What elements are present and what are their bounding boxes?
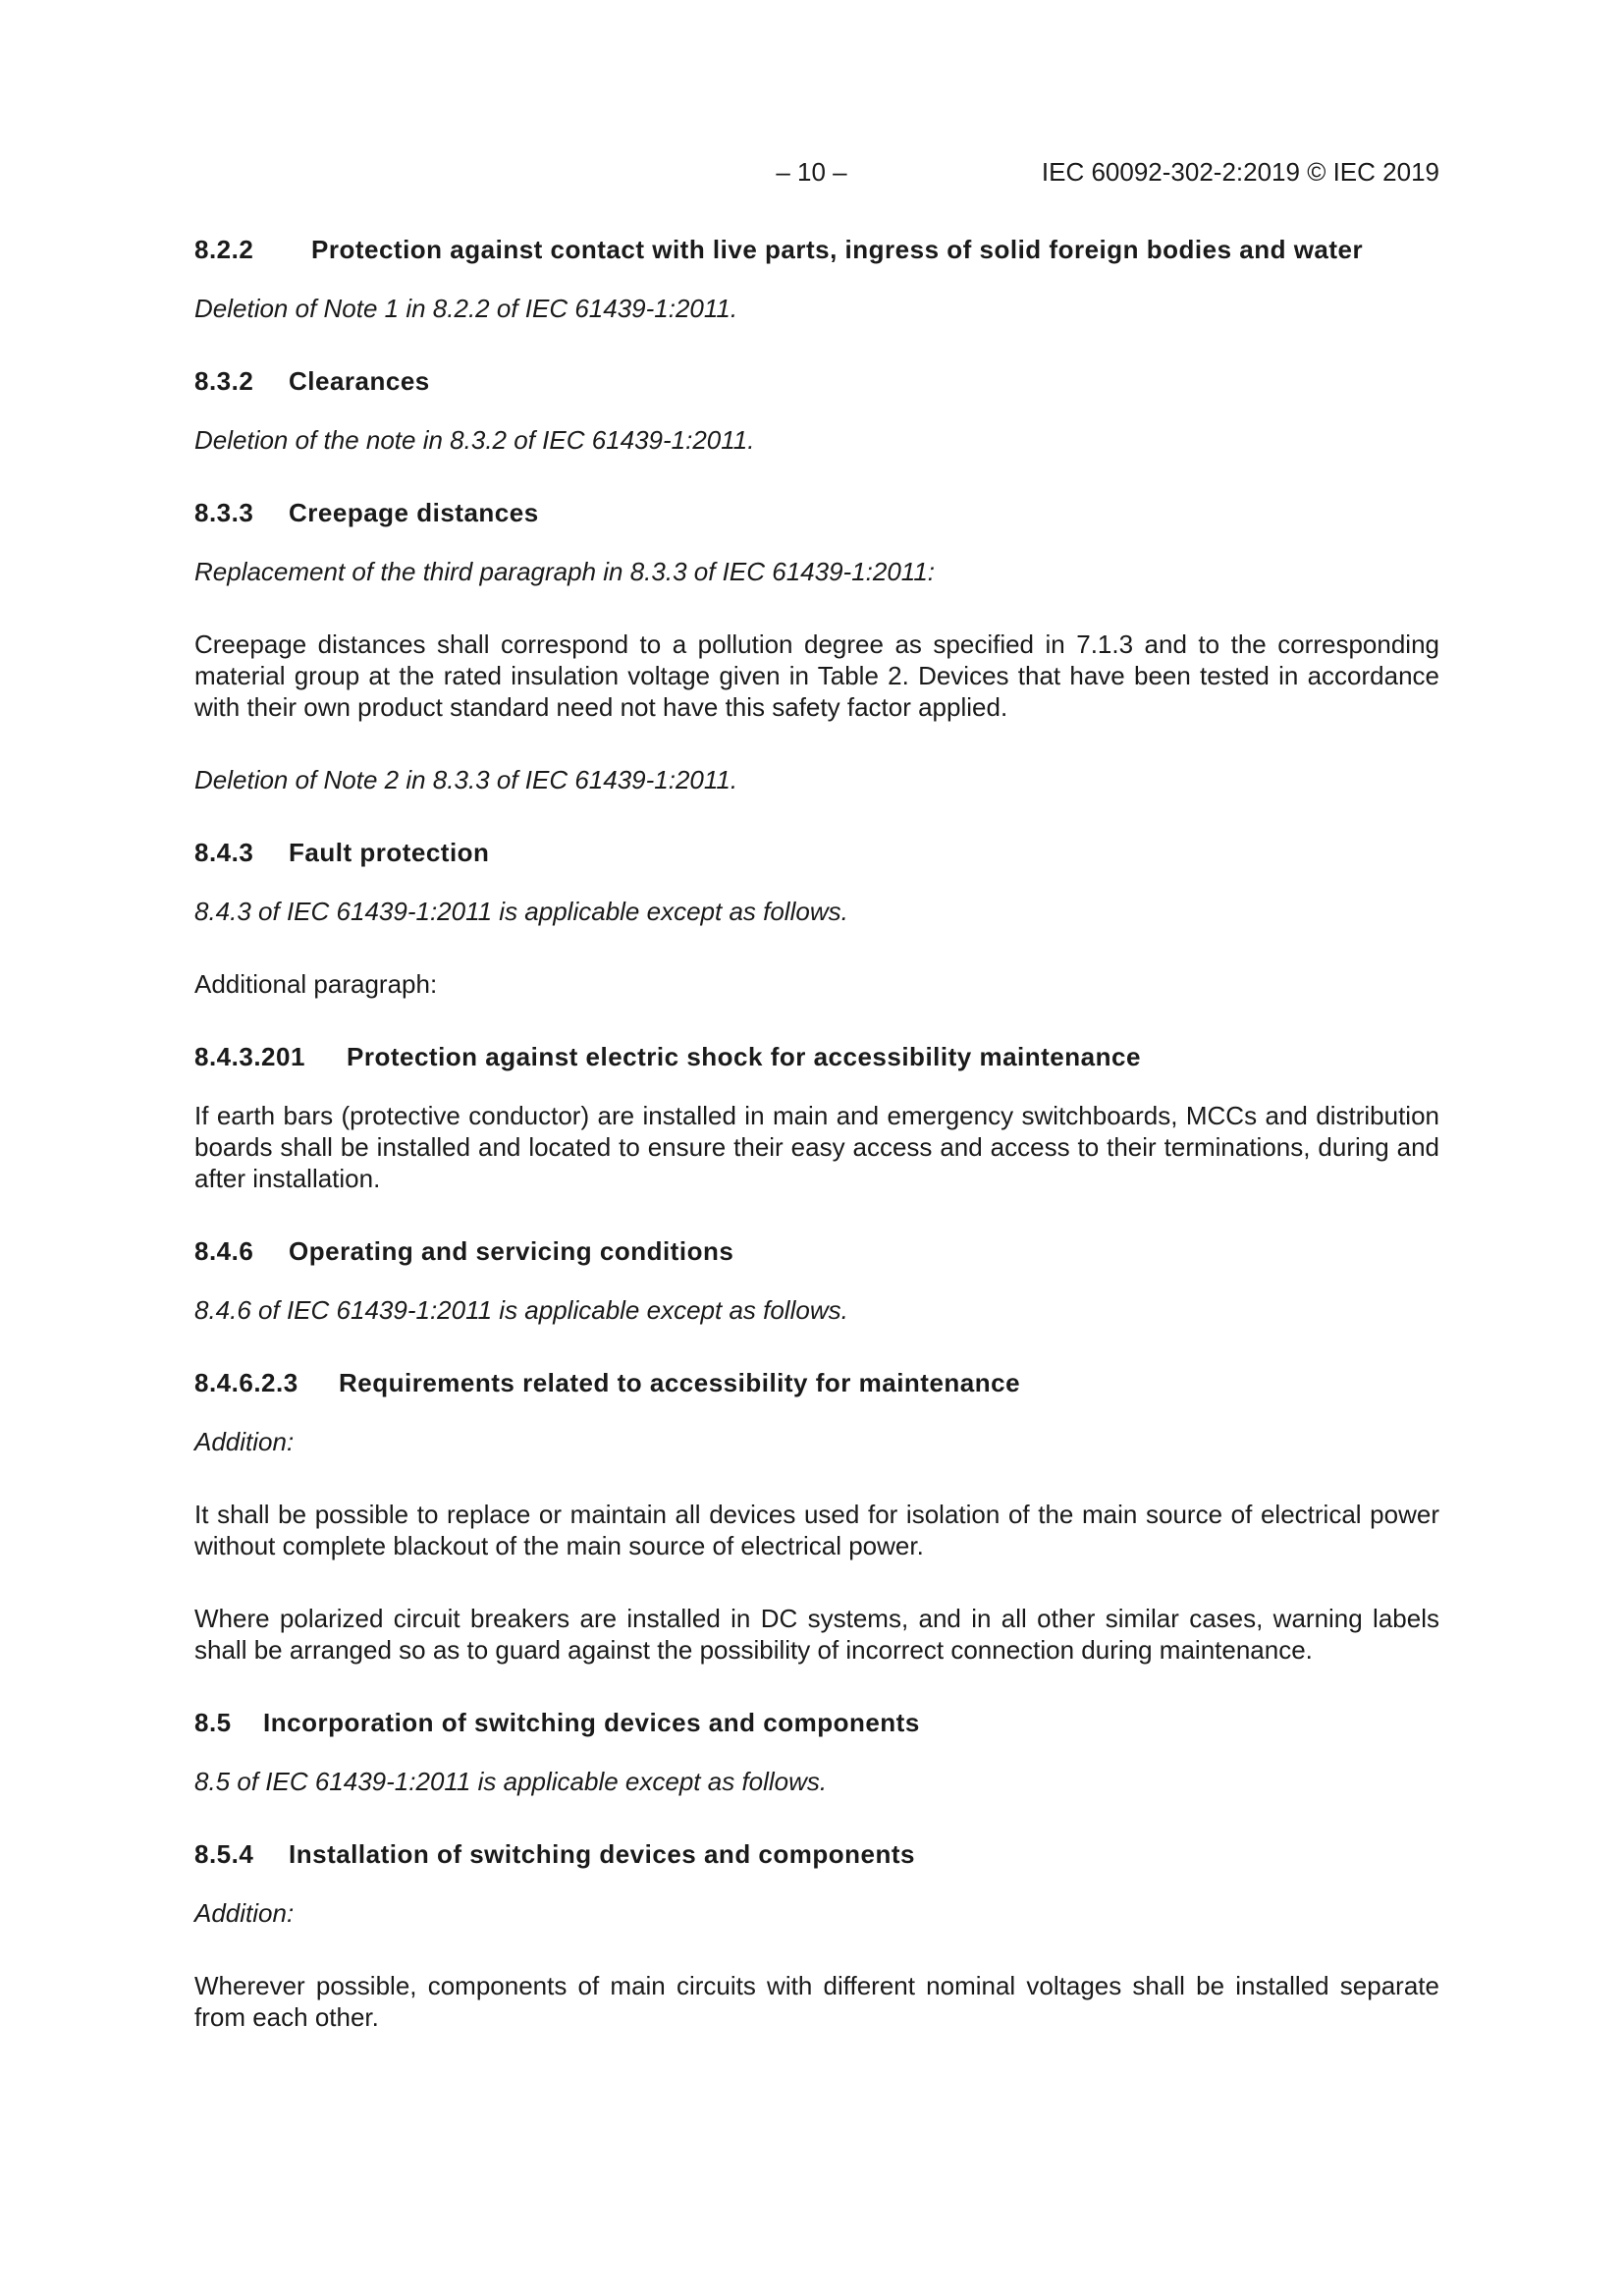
paragraph: Wherever possible, components of main circuits with different nominal voltages shall be installed separate from each other. xyxy=(194,1971,1439,2032)
section-addition: Addition: xyxy=(194,1898,295,1928)
heading-title: Protection against electric shock for accessibility maintenance xyxy=(347,1042,1141,1071)
heading-number: 8.4.6 xyxy=(194,1236,254,1266)
document-id: IEC 60092-302-2:2019 © IEC 2019 xyxy=(1041,157,1439,187)
heading-8-4-6-2-3 xyxy=(194,1367,1439,1398)
paragraph: It shall be possible to replace or maintain all devices used for isolation of the main source of electrical power without complete blackout of the main source of electrical power. xyxy=(194,1500,1439,1560)
section-note: Deletion of the note in 8.3.2 of IEC 61439-1:2011. xyxy=(194,425,755,455)
heading-number: 8.2.2 xyxy=(194,235,254,264)
heading-title: Protection against contact with live parts, ingress of solid foreign bodies and water xyxy=(311,235,1364,264)
document-body xyxy=(194,234,1439,2033)
section-addition: Addition: xyxy=(194,1427,295,1456)
section-instruction: 8.4.3 of IEC 61439-1:2011 is applicable except as follows. xyxy=(194,897,848,926)
heading-number: 8.3.3 xyxy=(194,498,254,527)
heading-title: Installation of switching devices and components xyxy=(289,1839,915,1869)
heading-number: 8.4.3.201 xyxy=(194,1042,305,1071)
heading-8-4-3-201 xyxy=(194,1041,1439,1072)
heading-8-5 xyxy=(194,1707,1439,1738)
section-note: Deletion of Note 1 in 8.2.2 of IEC 61439-1:2011. xyxy=(194,294,738,323)
heading-8-3-3 xyxy=(194,497,1439,528)
heading-8-5-4 xyxy=(194,1838,1439,1870)
paragraph: Creepage distances shall correspond to a pollution degree as specified in 7.1.3 and to the corresponding material group at the rated insulation voltage given in Table 2. Devices that have been tested in accordance with their own product standard need not have this safety factor applied. xyxy=(194,629,1439,722)
section-note: Deletion of Note 2 in 8.3.3 of IEC 61439-1:2011. xyxy=(194,765,738,794)
heading-title: Operating and servicing conditions xyxy=(289,1236,734,1266)
heading-number: 8.5 xyxy=(194,1708,232,1737)
section-instruction: Replacement of the third paragraph in 8.3.3 of IEC 61439-1:2011: xyxy=(194,557,936,586)
heading-number: 8.5.4 xyxy=(194,1839,254,1869)
page-number: – 10 – xyxy=(776,157,847,187)
heading-8-2-2 xyxy=(194,234,1439,265)
heading-8-4-6 xyxy=(194,1235,1439,1267)
paragraph: Additional paragraph: xyxy=(194,969,438,999)
heading-8-3-2 xyxy=(194,365,1439,397)
heading-number: 8.4.6.2.3 xyxy=(194,1368,298,1397)
heading-title: Clearances xyxy=(289,366,430,396)
heading-number: 8.3.2 xyxy=(194,366,254,396)
heading-title: Incorporation of switching devices and components xyxy=(263,1708,920,1737)
section-instruction: 8.5 of IEC 61439-1:2011 is applicable except as follows. xyxy=(194,1767,828,1796)
paragraph: If earth bars (protective conductor) are installed in main and emergency switchboards, MCCs and distribution boards shall be installed and located to ensure their easy access and access to their terminations, during and after installation. xyxy=(194,1101,1439,1193)
heading-number: 8.4.3 xyxy=(194,838,254,867)
section-instruction: 8.4.6 of IEC 61439-1:2011 is applicable except as follows. xyxy=(194,1295,848,1325)
heading-title: Fault protection xyxy=(289,838,490,867)
heading-title: Requirements related to accessibility for maintenance xyxy=(339,1368,1021,1397)
heading-title: Creepage distances xyxy=(289,498,539,527)
heading-8-4-3 xyxy=(194,837,1439,868)
paragraph: Where polarized circuit breakers are installed in DC systems, and in all other similar cases, warning labels shall be arranged so as to guard against the possibility of incorrect connection during maintenance. xyxy=(194,1604,1439,1665)
